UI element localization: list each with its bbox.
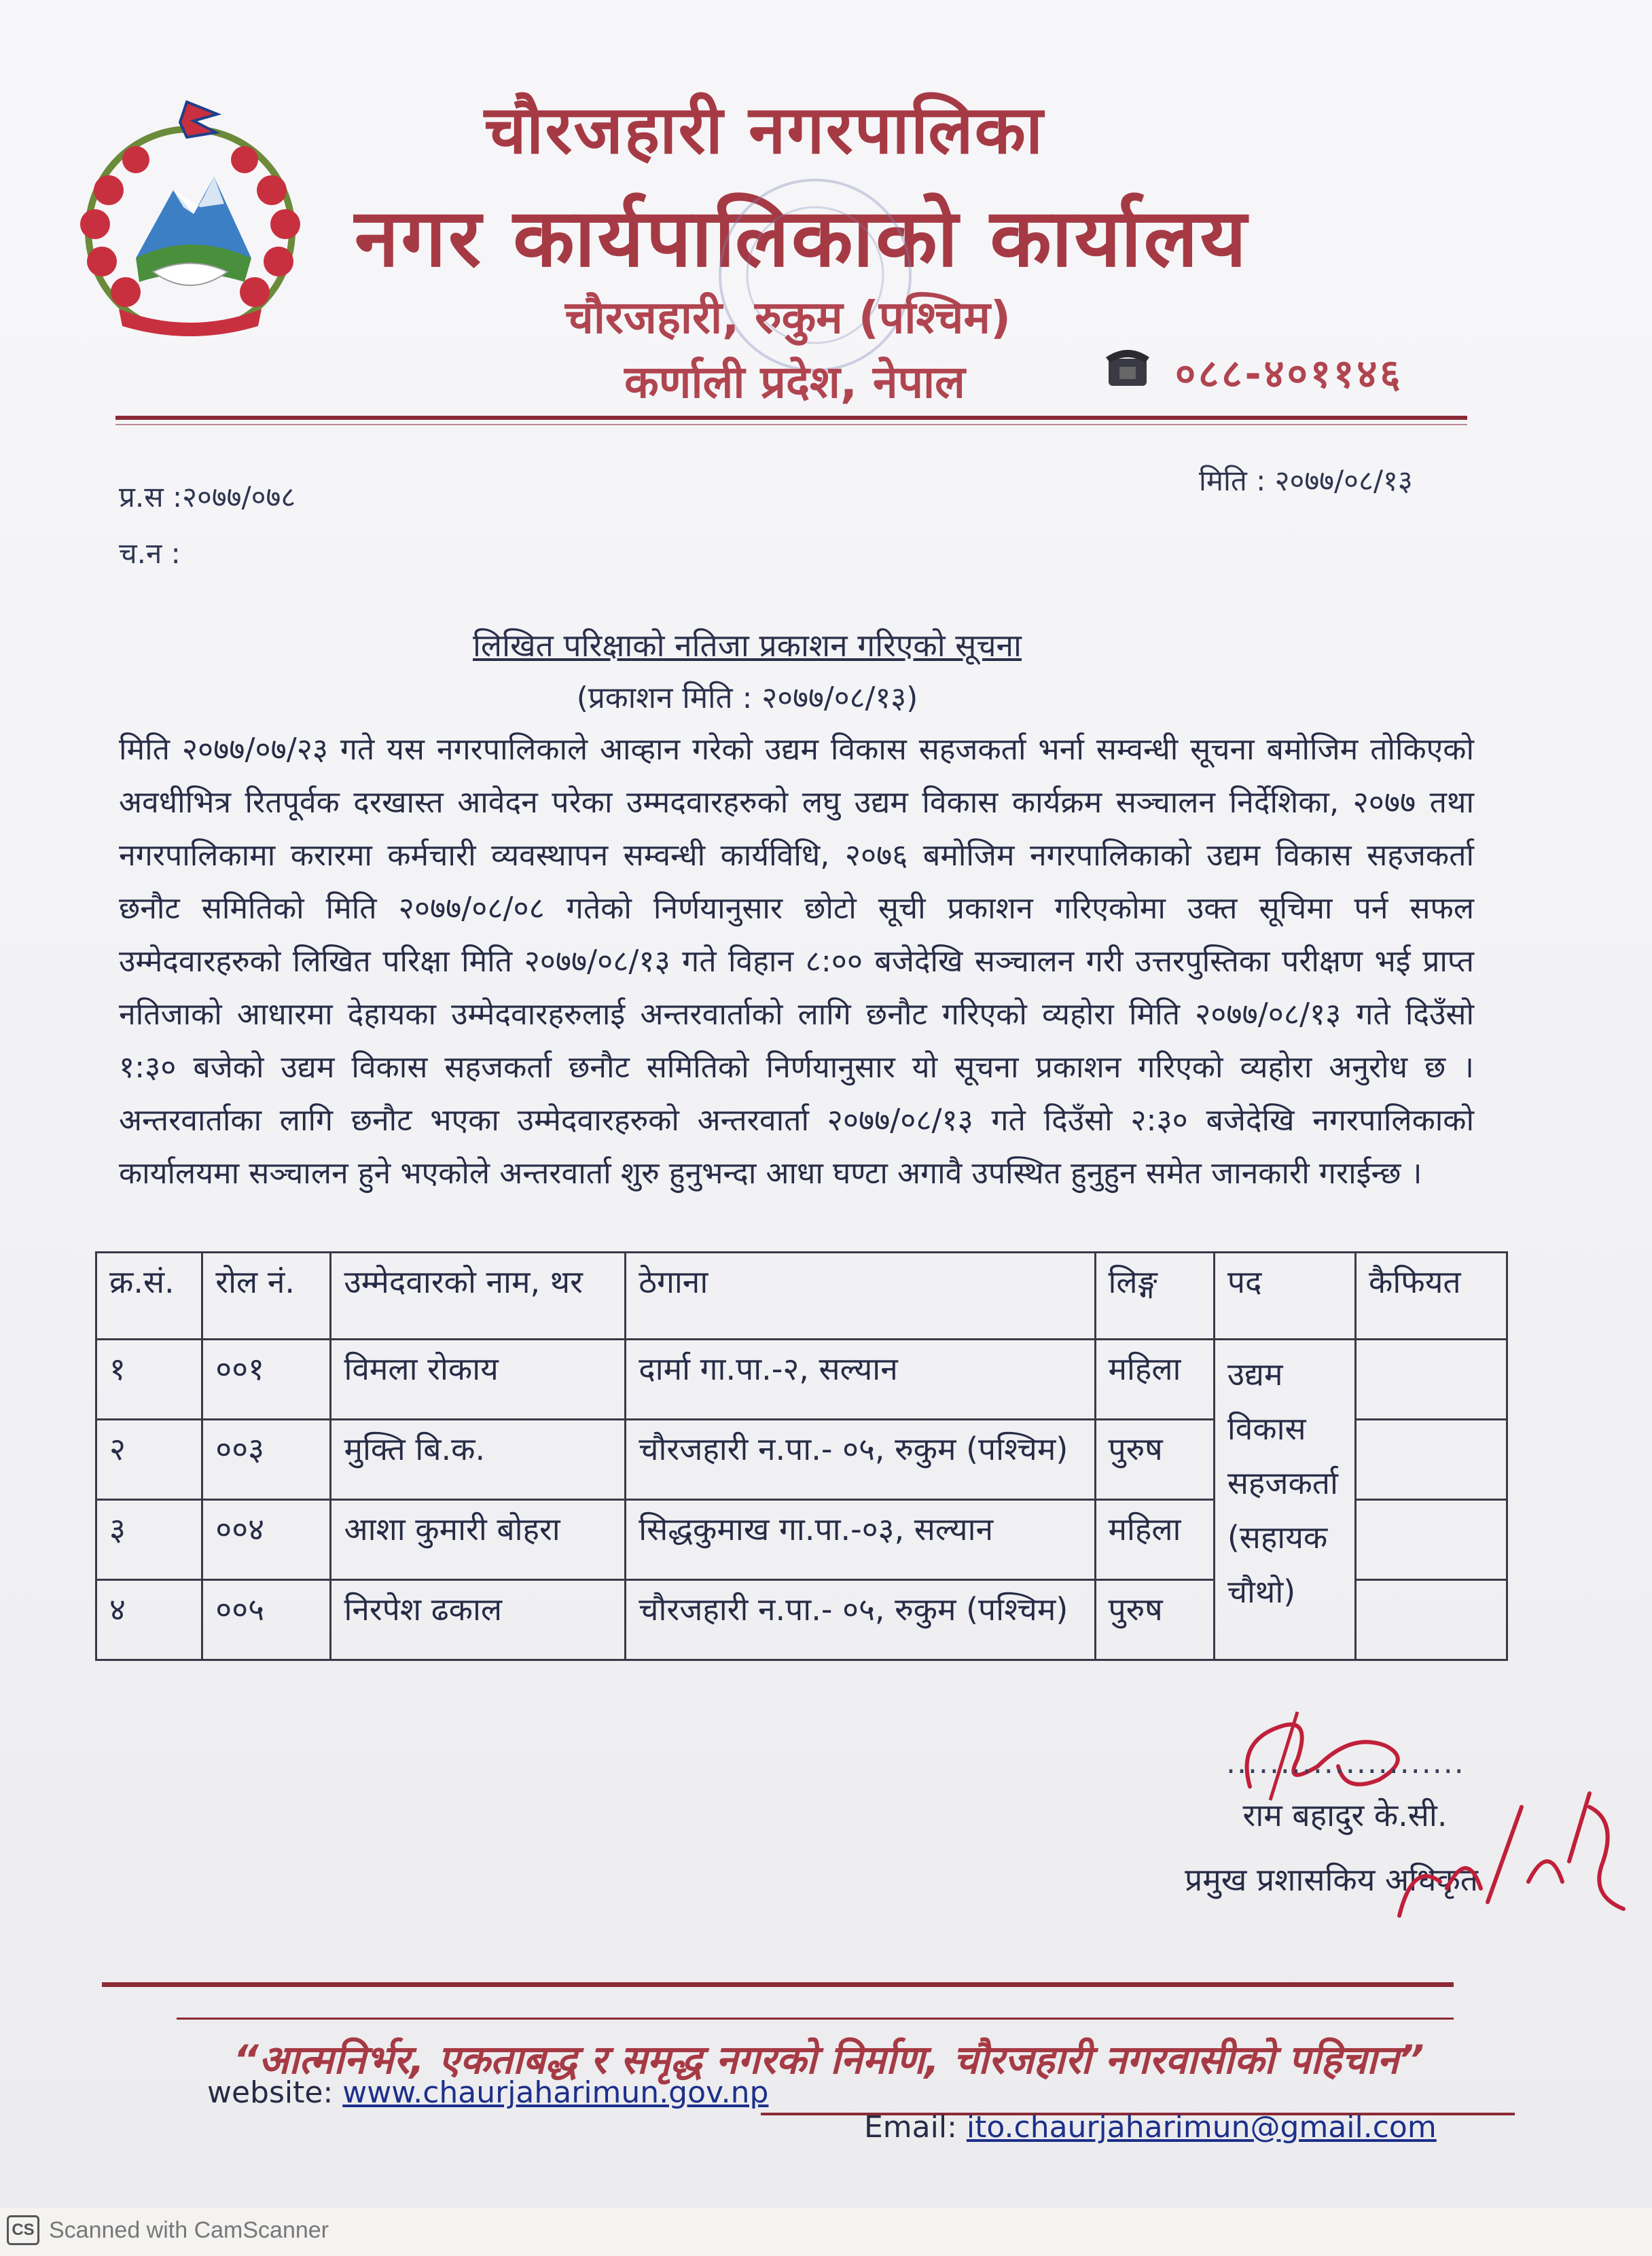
col-serial: क्र.सं. bbox=[96, 1253, 202, 1340]
notice-title: लिखित परिक्षाको नतिजा प्रकाशन गरिएको सूचना bbox=[473, 627, 1022, 664]
cell-remarks bbox=[1356, 1420, 1507, 1500]
footer-rule-top bbox=[102, 1982, 1454, 1987]
address-line-1: चौरजहारी, रुकुम (पश्चिम) bbox=[564, 291, 1011, 344]
telephone-icon bbox=[1100, 340, 1155, 394]
post-line: सहजकर्ता bbox=[1227, 1465, 1338, 1501]
cell-name: मुक्ति बि.क. bbox=[331, 1420, 626, 1500]
website-label: website: bbox=[207, 2075, 334, 2110]
cell-gender: पुरुष bbox=[1095, 1580, 1214, 1660]
col-name: उम्मेदवारको नाम, थर bbox=[331, 1253, 626, 1340]
header-rule bbox=[115, 416, 1467, 420]
cell-gender: महिला bbox=[1095, 1500, 1214, 1580]
nepal-emblem-icon bbox=[54, 95, 326, 340]
cell-remarks bbox=[1356, 1500, 1507, 1580]
col-post: पद bbox=[1214, 1253, 1355, 1340]
camscanner-watermark bbox=[7, 2213, 329, 2247]
cell-roll: ००१ bbox=[202, 1340, 331, 1420]
cell-gender: पुरुष bbox=[1095, 1420, 1214, 1500]
cell-address: चौरजहारी न.पा.- ०५, रुकुम (पश्चिम) bbox=[626, 1420, 1095, 1500]
cell-gender: महिला bbox=[1095, 1340, 1214, 1420]
cell-serial: ४ bbox=[96, 1580, 202, 1660]
results-table bbox=[95, 1251, 1508, 1661]
handwritten-date bbox=[1386, 1780, 1630, 1956]
ref-number: प्र.स :२०७७/०७८ bbox=[119, 480, 296, 514]
cell-name: आशा कुमारी बोहरा bbox=[331, 1500, 626, 1580]
cell-remarks bbox=[1356, 1580, 1507, 1660]
phone-block bbox=[1100, 340, 1454, 397]
signature-dots: ...................... bbox=[1226, 1746, 1465, 1780]
table-header-row bbox=[96, 1253, 1507, 1340]
municipality-name: चौरजहारी नगरपालिका bbox=[484, 92, 1045, 169]
cell-name: विमला रोकाय bbox=[331, 1340, 626, 1420]
office-name: नगर कार्यपालिकाको कार्यालय bbox=[354, 191, 1249, 285]
signatory-designation: प्रमुख प्रशासकिय अधिकृत bbox=[1185, 1861, 1478, 1898]
cell-name: निरपेश ढकाल bbox=[331, 1580, 626, 1660]
cell-serial: २ bbox=[96, 1420, 202, 1500]
website-link[interactable]: www.chaurjaharimun.gov.np bbox=[342, 2075, 769, 2110]
notice-body: मिति २०७७/०७/२३ गते यस नगरपालिकाले आव्हान गरेको उद्यम विकास सहजकर्ता भर्ना सम्वन्धी सूचना बमोजिम तोकिएको अवधीभित्र रितपूर्वक दरखास्त आवेदन परेका उम्मदवारहरुको लघु उद्यम विकास कार्यक्रम सञ्चालन निर्देशिका, २०७७ तथा नगरपालिकामा करारमा कर्मचारी व्यवस्थापन सम्वन्धी कार्यविधि, २०७६ बमोजिम नगरपालिकाको उद्यम विकास सहजकर्ता छनौट समितिको मिति २०७७/०८/०८ गतेको निर्णयानुसार छोटो सूची प्रकाशन गरिएकोमा उक्त सूचिमा पर्न सफल उम्मेदवारहरुको लिखित परिक्षा मिति २०७७/०८/१३ गते विहान ८:०० बजेदेखि सञ्चालन गरी उत्तरपुस्तिका परीक्षण भई प्राप्त नतिजाको आधारमा देहायका उम्मेदवारहरुलाई अन्तरवार्ताको लागि छनौट गरिएको व्यहोरा मिति २०७७/०८/१३ गते दिउँसो १:३० बजेको उद्यम विकास सहजकर्ता छनौट समितिको निर्णयानुसार यो सूचना प्रकाशन गरिएको व्यहोरा अनुरोध छ । अन्तरवार्ताका लागि छनौट भएका उम्मेदवारहरुको अन्तरवार्ता २०७७/०८/१३ गते दिउँसो २:३० बजेदेखि नगरपालिकाको कार्यालयमा सञ्चालन हुने भएकोले अन्तरवार्ता शुरु हुनुभन्दा आधा घण्टा अगावै उपस्थित हुनुहुन समेत जानकारी गराईन्छ । bbox=[119, 732, 1474, 1191]
publish-date: (प्रकाशन मिति : २०७७/०८/१३) bbox=[576, 681, 918, 715]
signatory-name: राम बहादुर के.सी. bbox=[1242, 1797, 1448, 1833]
email-line bbox=[864, 2110, 1437, 2145]
cell-serial: १ bbox=[96, 1340, 202, 1420]
cell-address: दार्मा गा.पा.-२, सल्यान bbox=[626, 1340, 1095, 1420]
col-roll: रोल नं. bbox=[202, 1253, 331, 1340]
col-address: ठेगाना bbox=[626, 1253, 1095, 1340]
table-row bbox=[96, 1340, 1507, 1420]
col-remarks: कैफियत bbox=[1356, 1253, 1507, 1340]
footer-rule-mid bbox=[177, 2018, 1454, 2020]
letter-date: मिति : २०७७/०८/१३ bbox=[1199, 464, 1413, 497]
dispatch-number: च.न : bbox=[119, 537, 181, 570]
cell-address: सिद्धकुमाख गा.पा.-०३, सल्यान bbox=[626, 1500, 1095, 1580]
municipal-motto: “आत्मनिर्भर, एकताबद्ध र समृद्ध नगरको निर्माण, चौरजहारी नगरवासीको पहिचान” bbox=[233, 2037, 1424, 2083]
post-line: चौथो) bbox=[1227, 1573, 1296, 1610]
cell-roll: ००३ bbox=[202, 1420, 331, 1500]
website-line bbox=[207, 2075, 768, 2110]
col-gender: लिङ्ग bbox=[1095, 1253, 1214, 1340]
cell-roll: ००४ bbox=[202, 1500, 331, 1580]
post-line: विकास bbox=[1227, 1410, 1306, 1447]
phone-number: ०८८-४०११४६ bbox=[1175, 351, 1403, 397]
post-line: उद्यम bbox=[1227, 1356, 1283, 1393]
cell-remarks bbox=[1356, 1340, 1507, 1420]
email-link[interactable]: ito.chaurjaharimun@gmail.com bbox=[966, 2110, 1437, 2145]
cell-post bbox=[1214, 1340, 1355, 1660]
cell-address: चौरजहारी न.पा.- ०५, रुकुम (पश्चिम) bbox=[626, 1580, 1095, 1660]
cell-serial: ३ bbox=[96, 1500, 202, 1580]
camscanner-text: Scanned with CamScanner bbox=[49, 2217, 329, 2243]
address-line-2: कर्णाली प्रदेश, नेपाल bbox=[624, 356, 965, 408]
cell-roll: ००५ bbox=[202, 1580, 331, 1660]
camscanner-logo-icon: CS bbox=[7, 2215, 39, 2245]
header-rule-thin bbox=[115, 424, 1467, 425]
post-line: (सहायक bbox=[1227, 1519, 1328, 1556]
email-label: Email: bbox=[864, 2110, 957, 2145]
